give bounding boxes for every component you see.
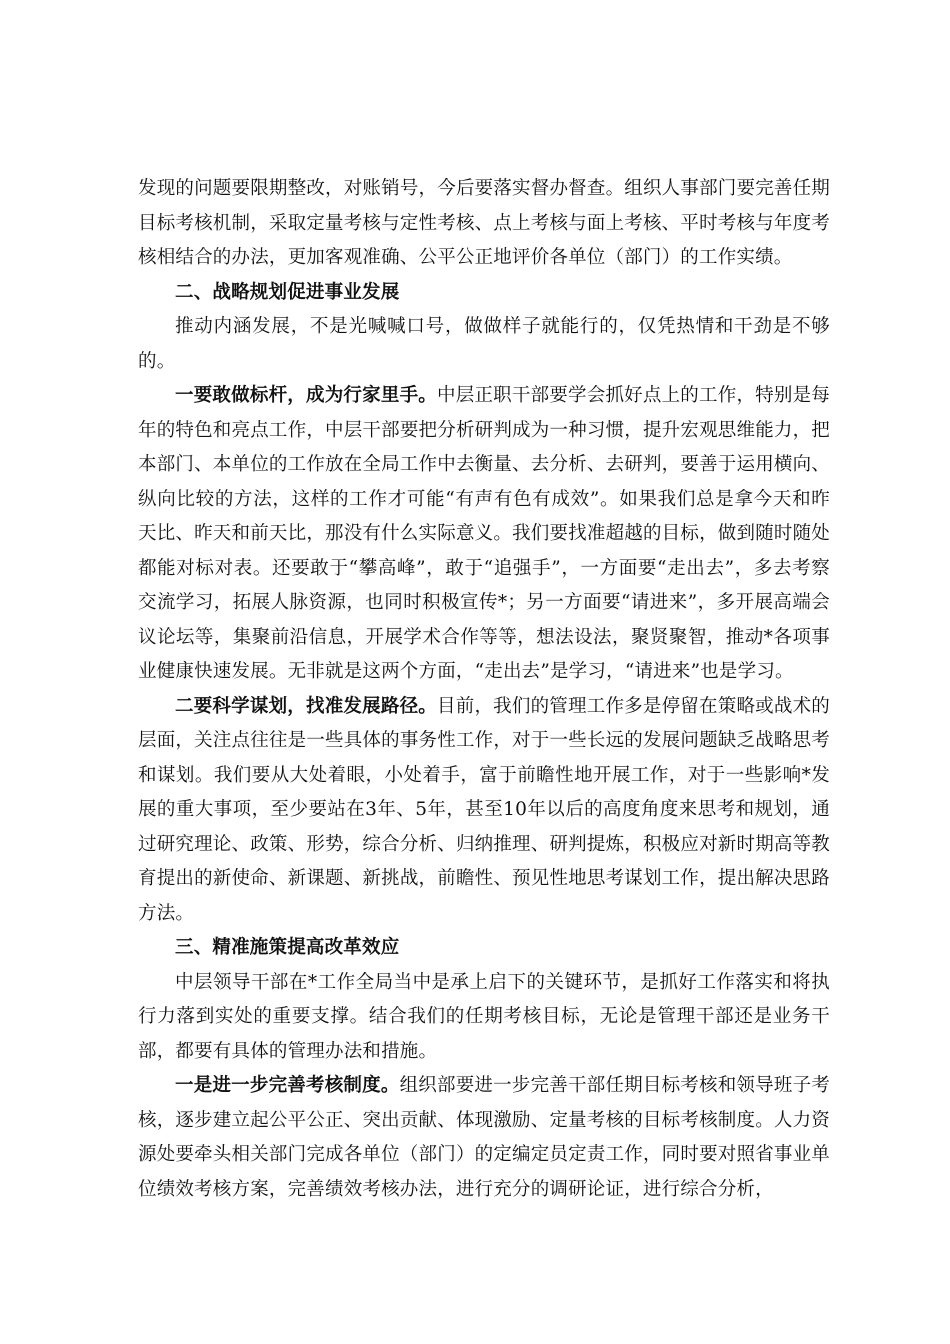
section-heading-3 <box>138 931 830 966</box>
paragraph-planning <box>138 690 830 932</box>
heading-text: 三、精准施策提高改革效应 <box>175 937 400 958</box>
paragraph-text: 组织部要进一步完善干部任期目标考核和领导班子考核，逐步建立起公平公正、突出贡献、体现激励、定量考核的目标考核制度。人力资源处要牵头相关部门完成各单位（部门）的定编定员定责工作，同时要对照省事业单位绩效考核方案，完善绩效考核办法，进行充分的调研论证，进行综合分析， <box>138 1075 830 1200</box>
paragraph-lead: 二要科学谋划，找准发展路径。 <box>175 695 438 717</box>
paragraph-text: 推动内涵发展，不是光喊喊口号，做做样子就能行的，仅凭热情和干劲是不够的。 <box>138 316 830 372</box>
paragraph-continuation <box>138 172 830 276</box>
paragraph-benchmark <box>138 379 830 690</box>
paragraph-lead: 一是进一步完善考核制度。 <box>175 1075 400 1096</box>
paragraph-text: 中层正职干部要学会抓好点上的工作，特别是每年的特色和亮点工作，中层干部要把分析研判成为一种习惯，提升宏观思维能力，把本部门、本单位的工作放在全局工作中去衡量、去分析、去研判，要善于运用横向、纵向比较的方法，这样的工作才可能“有声有色有成效”。如果我们总是拿今天和昨天比、昨天和前天比，那没有什么实际意义。我们要找准超越的目标，做到随时随处都能对标对表。还要敢于“攀高峰”，敢于“追强手”，一方面要“走出去”，多去考察交流学习，拓展人脉资源，也同时积极宣传*；另一方面要“请进来”，多开展高端会议论坛等，集聚前沿信息，开展学术合作等等，想法设法，聚贤聚智，推动*各项事业健康快速发展。无非就是这两个方面，“走出去”是学习，“请进来”也是学习。 <box>138 385 831 682</box>
section-heading-2 <box>138 276 830 311</box>
paragraph-text: 目前，我们的管理工作多是停留在策略或战术的层面，关注点往往是一些具体的事务性工作，对于一些长远的发展问题缺乏战略思考和谋划。我们要从大处着眼，小处着手，富于前瞻性地开展工作，对于一些影响*发展的重大事项，至少要站在3年、5年，甚至10年以后的高度角度来思考和规划，通过研究理论、政策、形势，综合分析、归纳推理、研判提炼，积极应对新时期高等教育提出的新使命、新课题、新挑战，前瞻性、预见性地思考谋划工作，提出解决思路方法。 <box>138 695 831 924</box>
heading-text: 二、战略规划促进事业发展 <box>175 281 400 303</box>
paragraph-text: 发现的问题要限期整改，对账销号，今后要落实督办督查。组织人事部门要完善任期目标考核机制，采取定量考核与定性考核、点上考核与面上考核、平时考核与年度考核相结合的办法，更加客观准确、公平公正地评价各单位（部门）的工作实绩。 <box>138 178 830 268</box>
paragraph-lead: 一要敢做标杆，成为行家里手。 <box>175 385 438 406</box>
paragraph <box>138 310 830 379</box>
paragraph-assessment <box>138 1069 830 1207</box>
document-body <box>138 172 830 1207</box>
paragraph <box>138 966 830 1070</box>
paragraph-text: 中层领导干部在*工作全局当中是承上启下的关键环节，是抓好工作落实和将执行力落到实处的重要支撑。结合我们的任期考核目标，无论是管理干部还是业务干部，都要有具体的管理办法和措施。 <box>138 971 830 1062</box>
